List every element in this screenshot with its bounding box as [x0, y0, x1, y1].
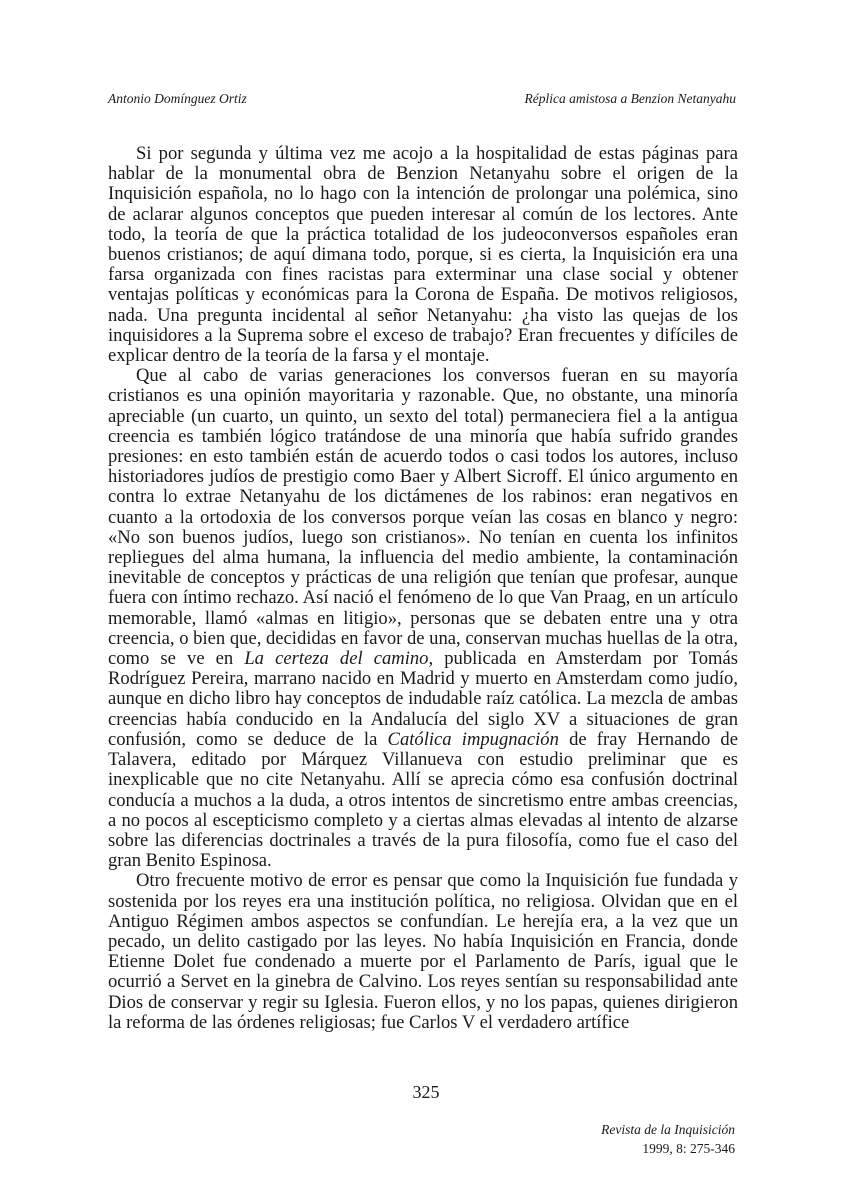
paragraph-2-text-c: de fray Hernando de Talavera, editado por Márquez Villanueva con estudio preliminar que es inexplicable que no cite Netanyahu. Allí se aprecia cómo esa confusión doctrinal conducía a muchos a la duda, a otros intentos de sincretismo entre ambas creencias, a no pocos al escepticismo completo y a ciertas almas elevadas al intento de alzarse sobre las diferencias doctrinales a través de la pura filosofía, como fue el caso del gran Benito Espinosa.	[108, 728, 738, 872]
paragraph-2-text-b: publicada en Amsterdam por Tomás Rodríguez Pereira, marrano nacido en Madrid y muerto en Amsterdam como judío, aunque en dicho libro hay conceptos de indudable raíz católica. La mezcla de ambas creencias había conducido en la Andalucía del siglo XV a situaciones de gran confusión, como se deduce de la	[108, 648, 738, 750]
book-title-impugnacion: Católica impugnación	[387, 728, 559, 750]
paragraph-2-text-a: Que al cabo de varias generaciones los conversos fueran en su mayoría cristianos es una opinión mayoritaria y razonable. Que, no obstante, una minoría apreciable (un cuarto, un quinto, un sexto del total) permaneciera fiel a la antigua creencia es también lógico tratándose de una minoría que había sufrido grandes presiones: en esto también están de acuerdo todos o casi todos los autores, incluso historiadores judíos de prestigio como Baer y Albert Sicroff. El único argumento en contra lo extrae Netanyahu de los dictámenes de los rabinos: eran negativos en cuanto a la ortodoxia de los conversos porque veían las cosas en blanco y negro: «No son buenos judíos, luego son cristianos». No tenían en cuenta los infinitos repliegues del alma humana, la influencia del medio ambiente, la contaminación inevitable de conceptos y prácticas de una religión que tenían que profesar, aunque fuera con íntimo rechazo. Así nació el fenómeno de lo que Van Praag, en un artículo memorable, llamó «almas en litigio», personas que se debaten entre una y otra creencia, o bien que, decididas en favor de una, conservan muchas huellas de la otra, como se ve en	[108, 365, 738, 670]
paragraph-2	[108, 366, 738, 871]
article-body	[108, 144, 738, 1033]
book-title-certeza: La certeza del camino,	[244, 648, 434, 670]
header-article-title: Réplica amistosa a Benzion Netanyahu	[524, 91, 736, 106]
paragraph-3: Otro frecuente motivo de error es pensar que como la Inquisición fue fundada y sostenida por los reyes era una institución política, no religiosa. Olvidan que en el Antiguo Régimen ambos aspectos se confundían. Le herejía era, a la vez que un pecado, un delito castigado por las leyes. No había Inquisición en Francia, donde Etienne Dolet fue condenado a muerte por el Parlamento de París, igual que le ocurrió a Servet en la ginebra de Calvino. Los reyes sentían su responsabilidad ante Dios de conservar y regir su Iglesia. Fueron ellos, y no los papas, quienes dirigieron la reforma de las órdenes religiosas; fue Carlos V el verdadero artífice	[108, 870, 738, 1033]
header-author: Antonio Domínguez Ortiz	[108, 91, 247, 106]
journal-citation: 1999, 8: 275-346	[642, 1141, 735, 1156]
paragraph-1: Si por segunda y última vez me acojo a la hospitalidad de estas páginas para hablar de la monumental obra de Benzion Netanyahu sobre el origen de la Inquisición española, no lo hago con la intención de prolongar una polémica, sino de aclarar algunos conceptos que pueden interesar al común de los lectores. Ante todo, la teoría de que la práctica totalidad de los judeoconversos españoles eran buenos cristianos; de aquí dimana todo, porque, si es cierta, la Inquisición era una farsa organizada con fines racistas para exterminar una clase social y obtener ventajas políticas y económicas para la Corona de España. De motivos religiosos, nada. Una pregunta incidental al señor Netanyahu: ¿ha visto las quejas de los inquisidores a la Suprema sobre el exceso de trabajo? Eran frecuentes y difíciles de explicar dentro de la teoría de la farsa y el montaje.	[108, 143, 738, 367]
journal-name: Revista de la Inquisición	[601, 1122, 735, 1137]
running-head	[108, 91, 736, 107]
page-number: 325	[412, 1082, 440, 1102]
journal-info	[601, 1120, 735, 1158]
